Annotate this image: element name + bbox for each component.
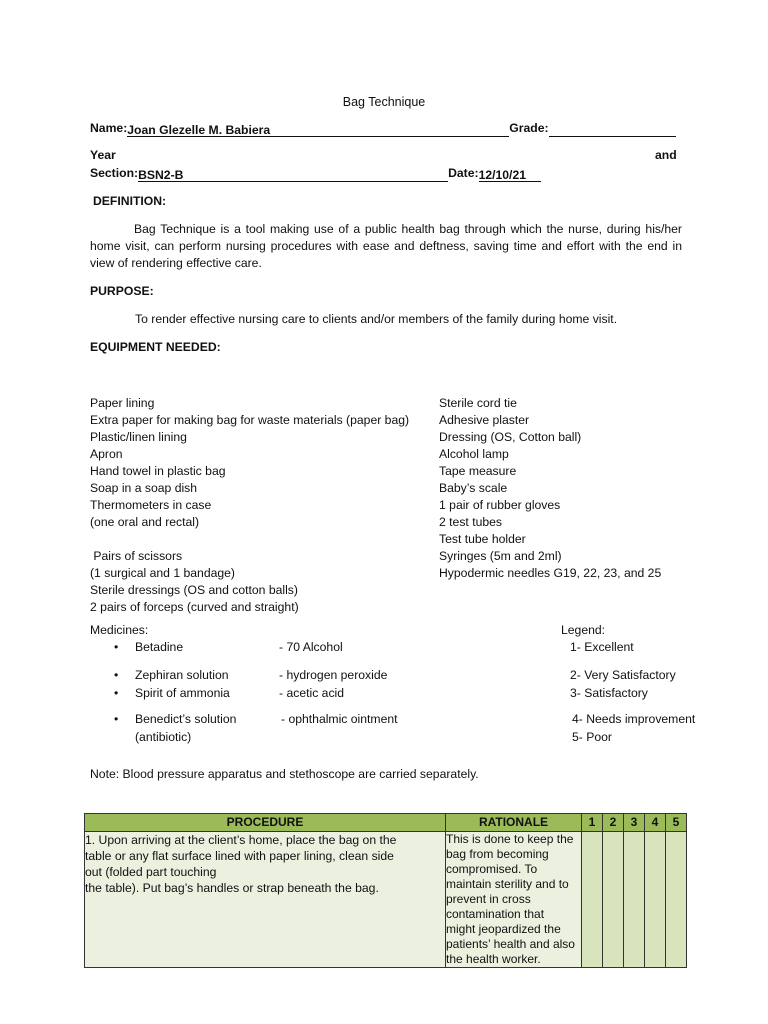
year-label: Year: [90, 148, 116, 162]
medicine-item: - hydrogen peroxide: [279, 668, 388, 682]
procedure-cell: 1. Upon arriving at the client’s home, place the bag on the table or any flat surface lined with paper lining, clean side out (folded part touching the table). Put bag’s handles or strap beneath the bag.: [85, 832, 446, 968]
name-label: Name:: [90, 121, 128, 135]
column-header-procedure: PROCEDURE: [85, 814, 446, 832]
medicine-item: Zephiran solution: [135, 668, 229, 682]
equipment-item: Sterile cord tie: [439, 396, 517, 410]
equipment-item: Hypodermic needles G19, 22, 23, and 25: [439, 566, 662, 580]
bullet-icon: •: [114, 640, 119, 654]
equipment-item: Adhesive plaster: [439, 413, 530, 427]
section-field: BSN2-B: [138, 167, 448, 182]
equipment-item: Plastic/linen lining: [90, 430, 187, 444]
medicine-item-note: (antibiotic): [135, 730, 192, 744]
definition-heading: DEFINITION:: [93, 194, 167, 208]
bullet-icon: •: [114, 712, 119, 726]
definition-text: Bag Technique is a tool making use of a public health bag through which the nurse, during his/her home visit, can perform nursing procedures with ease and deftness, saving time and effort with the end in view of rendering effective care.: [90, 222, 682, 270]
bullet-icon: •: [114, 668, 119, 682]
equipment-item: 2 pairs of forceps (curved and straight): [90, 600, 299, 614]
name-row: [90, 120, 676, 137]
equipment-item: Apron: [90, 447, 123, 461]
equipment-right-list: [439, 395, 661, 582]
medicine-item: Benedict’s solution: [135, 712, 237, 726]
grade-label: Grade:: [509, 121, 549, 135]
equipment-item: (1 surgical and 1 bandage): [90, 566, 235, 580]
equipment-item: Baby’s scale: [439, 481, 508, 495]
name-field: Joan Glezelle M. Babiera: [127, 122, 509, 137]
equipment-item: 2 test tubes: [439, 515, 503, 529]
purpose-heading: PURPOSE:: [90, 284, 154, 298]
equipment-item: Thermometers in case: [90, 498, 212, 512]
equipment-item: Paper lining: [90, 396, 155, 410]
and-label: and: [655, 148, 677, 162]
column-header-score-5: 5: [666, 814, 687, 832]
column-header-rationale: RATIONALE: [446, 814, 582, 832]
column-header-score-1: 1: [582, 814, 603, 832]
purpose-text: To render effective nursing care to clients and/or members of the family during home visit.: [135, 312, 618, 326]
medicine-item: - ophthalmic ointment: [281, 712, 398, 726]
medicine-item: - 70 Alcohol: [279, 640, 343, 654]
column-header-score-3: 3: [624, 814, 645, 832]
table-row: [85, 832, 687, 968]
legend-item: 2- Very Satisfactory: [570, 668, 676, 682]
medicines-heading: Medicines:: [90, 623, 149, 637]
medicine-item: - acetic acid: [279, 686, 345, 700]
medicine-item: Spirit of ammonia: [135, 686, 230, 700]
section-label: Section:: [90, 166, 139, 180]
equipment-item: 1 pair of rubber gloves: [439, 498, 561, 512]
date-field: 12/10/21: [479, 167, 541, 182]
score-cell-3[interactable]: [624, 832, 645, 968]
score-cell-4[interactable]: [645, 832, 666, 968]
column-header-score-4: 4: [645, 814, 666, 832]
grade-field: [549, 122, 676, 137]
legend-item: 5- Poor: [572, 730, 612, 744]
equipment-item: Dressing (OS, Cotton ball): [439, 430, 582, 444]
equipment-item: Extra paper for making bag for waste materials (paper bag): [90, 413, 410, 427]
procedure-table: [84, 813, 687, 968]
legend-item: 4- Needs improvement: [572, 712, 696, 726]
score-cell-2[interactable]: [603, 832, 624, 968]
equipment-item: Syringes (5m and 2ml): [439, 549, 562, 563]
score-cell-5[interactable]: [666, 832, 687, 968]
legend-item: 1- Excellent: [570, 640, 634, 654]
legend-heading: Legend:: [561, 623, 606, 637]
column-header-score-2: 2: [603, 814, 624, 832]
section-row: [90, 165, 541, 182]
equipment-item: Pairs of scissors: [90, 549, 183, 563]
equipment-item: Soap in a soap dish: [90, 481, 198, 495]
page-title: Bag Technique: [342, 95, 426, 109]
equipment-item: Tape measure: [439, 464, 517, 478]
bullet-icon: •: [114, 686, 119, 700]
equipment-item: Alcohol lamp: [439, 447, 509, 461]
equipment-left-list: [90, 395, 409, 616]
equipment-item: (one oral and rectal): [90, 515, 200, 529]
date-label: Date:: [448, 166, 479, 180]
equipment-item: Test tube holder: [439, 532, 526, 546]
score-cell-1[interactable]: [582, 832, 603, 968]
equipment-heading: EQUIPMENT NEEDED:: [90, 340, 221, 354]
medicine-item: Betadine: [135, 640, 184, 654]
table-header-row: [85, 814, 687, 832]
rationale-cell: This is done to keep the bag from becoming compromised. To maintain sterility and to prevent in cross contamination that might jeopardized the patients’ health and also the health worker.: [446, 832, 582, 968]
equipment-item: Hand towel in plastic bag: [90, 464, 226, 478]
legend-item: 3- Satisfactory: [570, 686, 648, 700]
equipment-item: Sterile dressings (OS and cotton balls): [90, 583, 298, 597]
note-text: Note: Blood pressure apparatus and stethoscope are carried separately.: [90, 767, 479, 781]
